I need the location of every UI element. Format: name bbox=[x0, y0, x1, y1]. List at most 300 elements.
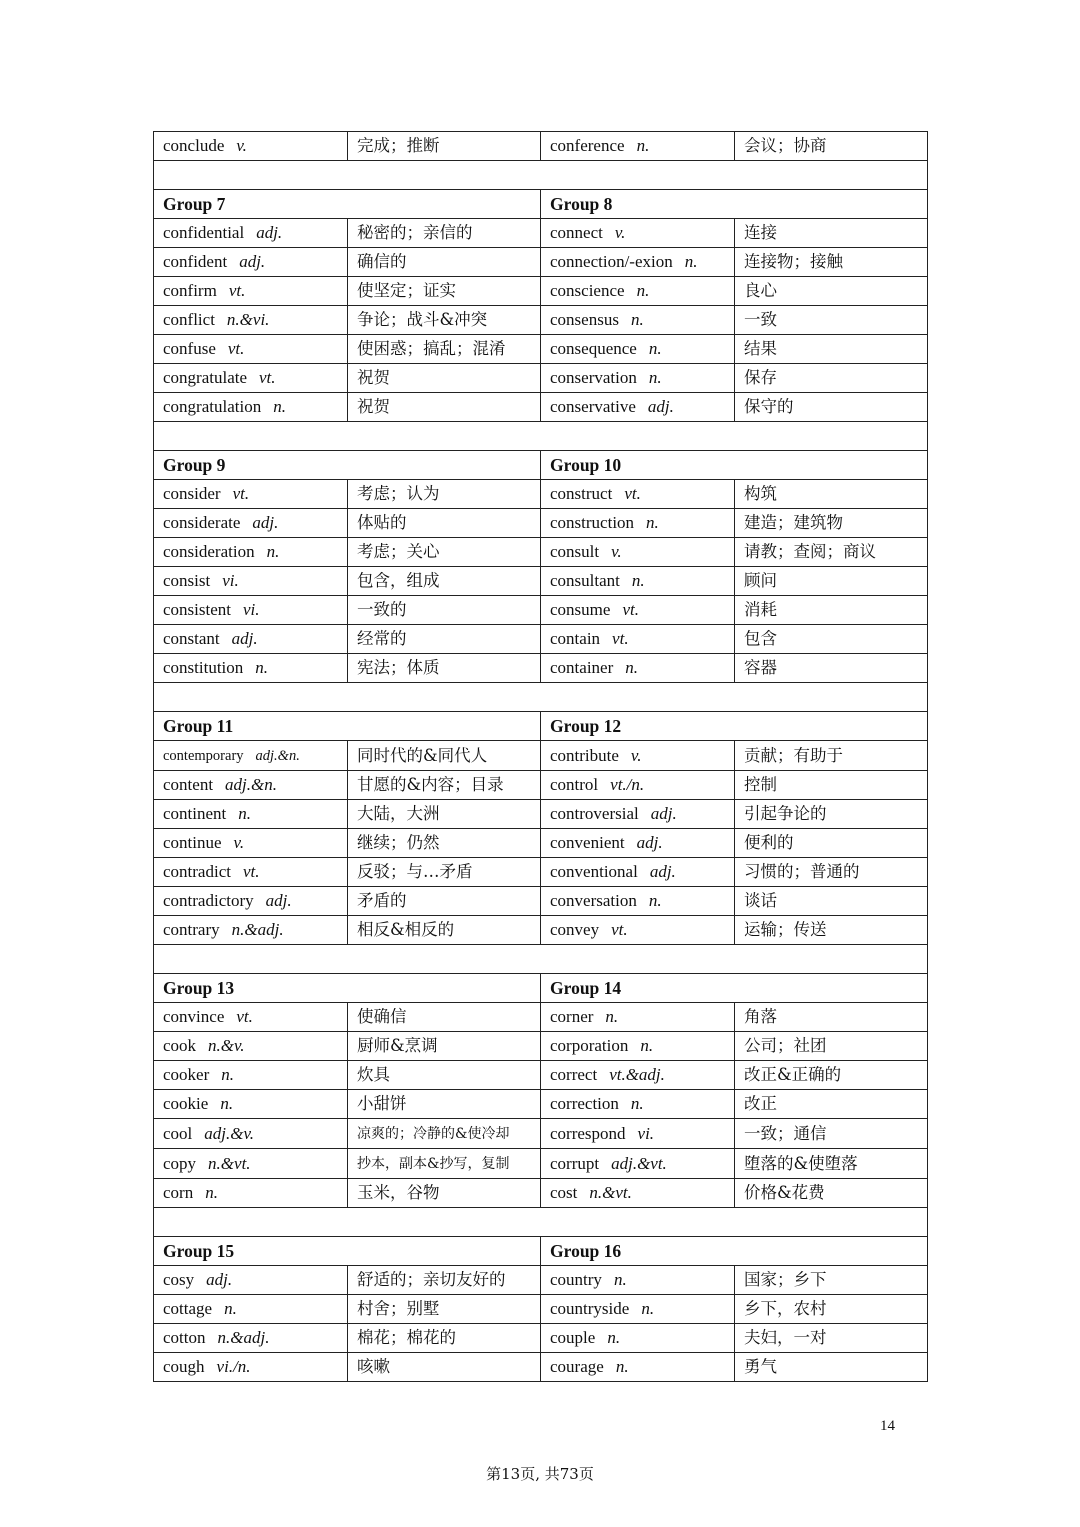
word-cell bbox=[541, 567, 735, 596]
table-row bbox=[154, 1119, 928, 1149]
vocabulary-table bbox=[153, 131, 928, 1382]
word-cell bbox=[154, 1149, 348, 1179]
meaning: 小甜饼 bbox=[357, 1094, 407, 1113]
word: connection/-exion bbox=[550, 252, 673, 271]
meaning-cell bbox=[348, 771, 541, 800]
part-of-speech: vt. bbox=[242, 862, 260, 881]
meaning: 确信的 bbox=[357, 252, 407, 271]
word: contrary bbox=[163, 920, 220, 939]
word: control bbox=[550, 775, 599, 794]
meaning-cell bbox=[735, 829, 928, 858]
word-cell bbox=[154, 741, 348, 771]
group-header-row bbox=[154, 190, 928, 219]
meaning: 咳嗽 bbox=[357, 1357, 390, 1376]
meaning: 考虑；认为 bbox=[357, 484, 440, 503]
meaning-cell bbox=[348, 364, 541, 393]
meaning-cell bbox=[348, 1149, 541, 1179]
meaning: 运输；传送 bbox=[744, 920, 827, 939]
word: countryside bbox=[550, 1299, 630, 1318]
word-cell bbox=[541, 306, 735, 335]
meaning: 祝贺 bbox=[357, 368, 390, 387]
word: cough bbox=[163, 1357, 205, 1376]
meaning-cell bbox=[735, 858, 928, 887]
group-header-row bbox=[154, 1237, 928, 1266]
part-of-speech: n. bbox=[255, 658, 269, 677]
table-row bbox=[154, 480, 928, 509]
word: consultant bbox=[550, 571, 620, 590]
meaning-cell bbox=[735, 1179, 928, 1208]
meaning-cell bbox=[735, 393, 928, 422]
part-of-speech: n. bbox=[648, 891, 662, 910]
word-cell bbox=[154, 306, 348, 335]
table-row bbox=[154, 306, 928, 335]
word-cell bbox=[541, 132, 735, 161]
word-cell bbox=[541, 771, 735, 800]
meaning-cell bbox=[735, 654, 928, 683]
group-header-row bbox=[154, 712, 928, 741]
word: correction bbox=[550, 1094, 619, 1113]
meaning-cell bbox=[735, 335, 928, 364]
table-row bbox=[154, 1090, 928, 1119]
word: corrupt bbox=[550, 1153, 600, 1173]
meaning: 完成；推断 bbox=[357, 136, 440, 155]
spacer-cell bbox=[154, 683, 928, 712]
meaning: 会议；协商 bbox=[744, 136, 827, 155]
meaning: 改正&正确的 bbox=[744, 1065, 842, 1084]
group-title: Group 16 bbox=[541, 1237, 928, 1266]
meaning-cell bbox=[348, 335, 541, 364]
meaning: 顾问 bbox=[744, 571, 777, 590]
meaning-cell bbox=[348, 800, 541, 829]
word-cell bbox=[154, 771, 348, 800]
word-cell bbox=[541, 654, 735, 683]
meaning: 结果 bbox=[744, 339, 777, 358]
word-cell bbox=[154, 1090, 348, 1119]
meaning-cell bbox=[735, 771, 928, 800]
meaning: 控制 bbox=[744, 775, 777, 794]
meaning: 大陆，大洲 bbox=[357, 804, 440, 823]
meaning-cell bbox=[348, 480, 541, 509]
meaning-cell bbox=[348, 1295, 541, 1324]
spacer-cell bbox=[154, 1208, 928, 1237]
meaning: 反驳；与…矛盾 bbox=[357, 862, 473, 881]
meaning-cell bbox=[348, 219, 541, 248]
word-cell bbox=[541, 887, 735, 916]
word: cottage bbox=[163, 1299, 213, 1318]
word-cell bbox=[541, 1324, 735, 1353]
word: copy bbox=[163, 1153, 197, 1173]
word: conservation bbox=[550, 368, 637, 387]
meaning: 体贴的 bbox=[357, 513, 407, 532]
meaning: 同时代的&同代人 bbox=[357, 745, 488, 765]
part-of-speech: adj. bbox=[636, 833, 663, 852]
meaning: 使坚定；证实 bbox=[357, 281, 456, 300]
meaning: 连接 bbox=[744, 223, 777, 242]
part-of-speech: vt. bbox=[227, 339, 245, 358]
part-of-speech: n. bbox=[625, 658, 638, 677]
word: convince bbox=[163, 1007, 225, 1026]
word: content bbox=[163, 775, 214, 794]
meaning-cell bbox=[735, 1032, 928, 1061]
part-of-speech: adj. bbox=[231, 629, 258, 648]
word-cell bbox=[541, 1119, 735, 1149]
word-cell bbox=[541, 277, 735, 306]
word: constitution bbox=[163, 658, 244, 677]
meaning: 保守的 bbox=[744, 397, 794, 416]
meaning: 矛盾的 bbox=[357, 891, 407, 910]
part-of-speech: n.&vi. bbox=[226, 310, 270, 329]
part-of-speech: n. bbox=[636, 281, 650, 300]
meaning: 习惯的；普通的 bbox=[744, 862, 860, 881]
word-cell bbox=[541, 596, 735, 625]
meaning-cell bbox=[735, 625, 928, 654]
meaning-cell bbox=[735, 741, 928, 771]
meaning-cell bbox=[348, 1119, 541, 1149]
meaning: 祝贺 bbox=[357, 397, 390, 416]
meaning-cell bbox=[735, 916, 928, 945]
part-of-speech: adj.&n. bbox=[225, 775, 277, 794]
word: confidential bbox=[163, 223, 245, 242]
meaning-cell bbox=[348, 916, 541, 945]
table-row bbox=[154, 1266, 928, 1295]
table-row bbox=[154, 1149, 928, 1179]
word: conventional bbox=[550, 862, 638, 881]
word-cell bbox=[154, 567, 348, 596]
word-cell bbox=[541, 1149, 735, 1179]
spacer-row bbox=[154, 1208, 928, 1237]
meaning: 夫妇，一对 bbox=[744, 1328, 827, 1347]
part-of-speech: vi. bbox=[637, 1123, 655, 1143]
word-cell bbox=[541, 829, 735, 858]
meaning: 相反&相反的 bbox=[357, 920, 455, 939]
word: cookie bbox=[163, 1094, 209, 1113]
word-cell bbox=[154, 596, 348, 625]
meaning-cell bbox=[735, 132, 928, 161]
word: cook bbox=[163, 1036, 197, 1055]
word: constant bbox=[163, 629, 220, 648]
word-cell bbox=[541, 1090, 735, 1119]
meaning: 请教；查阅；商议 bbox=[744, 542, 876, 561]
word: contemporary bbox=[163, 748, 244, 764]
meaning: 棉花；棉花的 bbox=[357, 1328, 456, 1347]
part-of-speech: v. bbox=[614, 223, 626, 242]
meaning-cell bbox=[348, 393, 541, 422]
word: construct bbox=[550, 484, 613, 503]
part-of-speech: n. bbox=[648, 368, 662, 387]
meaning: 建造；建筑物 bbox=[744, 513, 843, 532]
group-title: Group 11 bbox=[154, 712, 541, 741]
part-of-speech: vt./n. bbox=[610, 775, 645, 794]
meaning-cell bbox=[735, 480, 928, 509]
word: connect bbox=[550, 223, 603, 242]
meaning-cell bbox=[348, 654, 541, 683]
meaning-cell bbox=[348, 132, 541, 161]
word-cell bbox=[541, 1295, 735, 1324]
meaning-cell bbox=[735, 219, 928, 248]
page-number: 14 bbox=[880, 1418, 895, 1434]
meaning-cell bbox=[348, 248, 541, 277]
meaning: 连接物；接触 bbox=[744, 252, 843, 271]
spacer-row bbox=[154, 945, 928, 974]
word: congratulation bbox=[163, 397, 262, 416]
meaning: 便利的 bbox=[744, 833, 794, 852]
meaning: 容器 bbox=[744, 658, 777, 677]
word: congratulate bbox=[163, 368, 248, 387]
word: contradictory bbox=[163, 891, 254, 910]
word-cell bbox=[541, 625, 735, 654]
word-cell bbox=[154, 1295, 348, 1324]
meaning: 继续；仍然 bbox=[357, 833, 440, 852]
part-of-speech: n. bbox=[640, 1036, 654, 1055]
table-row bbox=[154, 248, 928, 277]
group-title: Group 13 bbox=[154, 974, 541, 1003]
word: conversation bbox=[550, 891, 637, 910]
part-of-speech: adj. bbox=[206, 1270, 233, 1289]
part-of-speech: n. bbox=[238, 804, 252, 823]
meaning-cell bbox=[735, 306, 928, 335]
part-of-speech: adj. bbox=[256, 223, 283, 242]
meaning: 一致 bbox=[744, 310, 777, 329]
table-row bbox=[154, 916, 928, 945]
word: conservative bbox=[550, 397, 636, 416]
table-row bbox=[154, 1179, 928, 1208]
word: corporation bbox=[550, 1036, 629, 1055]
group-header-row bbox=[154, 451, 928, 480]
part-of-speech: vt. bbox=[622, 600, 639, 619]
meaning: 村舍；别墅 bbox=[357, 1299, 440, 1318]
word: consequence bbox=[550, 339, 637, 358]
meaning-cell bbox=[348, 887, 541, 916]
page-footer: 第13页, 共73页 bbox=[486, 1465, 594, 1483]
word-cell bbox=[154, 1119, 348, 1149]
part-of-speech: vt. bbox=[228, 281, 246, 300]
part-of-speech: adj.&v. bbox=[204, 1123, 255, 1143]
meaning: 贡献；有助于 bbox=[744, 745, 843, 765]
part-of-speech: n. bbox=[646, 513, 659, 532]
word-cell bbox=[541, 1353, 735, 1382]
meaning-cell bbox=[348, 1324, 541, 1353]
meaning-cell bbox=[735, 596, 928, 625]
part-of-speech: n. bbox=[273, 397, 286, 416]
meaning-cell bbox=[735, 887, 928, 916]
meaning-cell bbox=[348, 1003, 541, 1032]
word: conference bbox=[550, 136, 625, 155]
word: conclude bbox=[163, 136, 225, 155]
meaning-cell bbox=[735, 567, 928, 596]
word-cell bbox=[154, 509, 348, 538]
meaning-cell bbox=[735, 1119, 928, 1149]
part-of-speech: n. bbox=[205, 1183, 218, 1202]
table-row bbox=[154, 625, 928, 654]
table-row bbox=[154, 800, 928, 829]
word-cell bbox=[154, 916, 348, 945]
word-cell bbox=[541, 1003, 735, 1032]
table-row bbox=[154, 654, 928, 683]
part-of-speech: n. bbox=[605, 1007, 619, 1026]
word: couple bbox=[550, 1328, 596, 1347]
part-of-speech: n. bbox=[684, 252, 698, 271]
spacer-row bbox=[154, 161, 928, 190]
part-of-speech: n. bbox=[641, 1299, 655, 1318]
word-cell bbox=[541, 480, 735, 509]
meaning: 经常的 bbox=[357, 629, 407, 648]
spacer-cell bbox=[154, 945, 928, 974]
table-row bbox=[154, 509, 928, 538]
part-of-speech: vi./n. bbox=[216, 1357, 251, 1376]
part-of-speech: vi. bbox=[222, 571, 239, 590]
part-of-speech: n. bbox=[266, 542, 280, 561]
word: continue bbox=[163, 833, 222, 852]
meaning: 考虑；关心 bbox=[357, 542, 440, 561]
word: cool bbox=[163, 1123, 193, 1143]
word-cell bbox=[154, 1179, 348, 1208]
meaning-cell bbox=[735, 509, 928, 538]
meaning-cell bbox=[348, 1179, 541, 1208]
group-header-row bbox=[154, 974, 928, 1003]
meaning: 引起争论的 bbox=[744, 804, 827, 823]
part-of-speech: adj.&vt. bbox=[611, 1153, 667, 1173]
word: considerate bbox=[163, 513, 241, 532]
meaning-cell bbox=[735, 1090, 928, 1119]
meaning-cell bbox=[348, 858, 541, 887]
meaning: 甘愿的&内容；目录 bbox=[357, 775, 504, 794]
meaning: 抄本，副本&抄写，复制 bbox=[357, 1156, 510, 1172]
word-cell bbox=[154, 538, 348, 567]
word-cell bbox=[541, 1179, 735, 1208]
table-row bbox=[154, 335, 928, 364]
part-of-speech: adj.&n. bbox=[255, 748, 300, 764]
meaning-cell bbox=[348, 538, 541, 567]
meaning-cell bbox=[348, 1032, 541, 1061]
word-cell bbox=[154, 335, 348, 364]
part-of-speech: adj. bbox=[647, 397, 674, 416]
word-cell bbox=[154, 480, 348, 509]
vocabulary-table-body bbox=[154, 132, 928, 1382]
meaning-cell bbox=[735, 277, 928, 306]
word: contribute bbox=[550, 745, 619, 765]
meaning-cell bbox=[348, 509, 541, 538]
word-cell bbox=[541, 1032, 735, 1061]
word: cost bbox=[550, 1183, 578, 1202]
table-row bbox=[154, 364, 928, 393]
table-row bbox=[154, 1003, 928, 1032]
meaning-cell bbox=[735, 1324, 928, 1353]
meaning: 消耗 bbox=[744, 600, 777, 619]
word-cell bbox=[541, 393, 735, 422]
word-cell bbox=[541, 335, 735, 364]
word-cell bbox=[154, 277, 348, 306]
word-cell bbox=[541, 538, 735, 567]
word: convenient bbox=[550, 833, 625, 852]
meaning-cell bbox=[348, 1353, 541, 1382]
word: consider bbox=[163, 484, 221, 503]
meaning: 良心 bbox=[744, 281, 777, 300]
word-cell bbox=[154, 887, 348, 916]
table-row bbox=[154, 596, 928, 625]
word-cell bbox=[154, 1266, 348, 1295]
meaning-cell bbox=[348, 829, 541, 858]
word: conflict bbox=[163, 310, 215, 329]
meaning: 舒适的；亲切友好的 bbox=[357, 1270, 506, 1289]
part-of-speech: vt. bbox=[624, 484, 641, 503]
table-row bbox=[154, 771, 928, 800]
word-cell bbox=[154, 132, 348, 161]
word: correct bbox=[550, 1065, 598, 1084]
word-cell bbox=[154, 1003, 348, 1032]
word-cell bbox=[541, 219, 735, 248]
word: cotton bbox=[163, 1328, 206, 1347]
part-of-speech: vt.&adj. bbox=[609, 1065, 665, 1084]
word: consume bbox=[550, 600, 611, 619]
meaning-cell bbox=[735, 800, 928, 829]
word: correspond bbox=[550, 1123, 626, 1143]
spacer-row bbox=[154, 422, 928, 451]
part-of-speech: n. bbox=[636, 136, 650, 155]
meaning: 公司；社团 bbox=[744, 1036, 827, 1055]
word-cell bbox=[541, 858, 735, 887]
part-of-speech: vt. bbox=[259, 368, 276, 387]
meaning: 改正 bbox=[744, 1094, 777, 1113]
word-cell bbox=[154, 1061, 348, 1090]
meaning: 乡下，农村 bbox=[744, 1299, 827, 1318]
table-row bbox=[154, 393, 928, 422]
meaning-cell bbox=[348, 596, 541, 625]
word: consistent bbox=[163, 600, 231, 619]
word: country bbox=[550, 1270, 602, 1289]
meaning: 保存 bbox=[744, 368, 777, 387]
table-row bbox=[154, 858, 928, 887]
word: consideration bbox=[163, 542, 255, 561]
word-cell bbox=[154, 625, 348, 654]
meaning: 秘密的；亲信的 bbox=[357, 223, 473, 242]
word-cell bbox=[154, 393, 348, 422]
table-row bbox=[154, 567, 928, 596]
meaning: 炊具 bbox=[357, 1065, 390, 1084]
part-of-speech: n. bbox=[631, 571, 645, 590]
word: confuse bbox=[163, 339, 216, 358]
word: convey bbox=[550, 920, 600, 939]
word-cell bbox=[541, 916, 735, 945]
group-title: Group 12 bbox=[541, 712, 928, 741]
meaning: 一致；通信 bbox=[744, 1123, 827, 1143]
part-of-speech: n. bbox=[630, 1094, 644, 1113]
part-of-speech: n. bbox=[224, 1299, 237, 1318]
part-of-speech: n. bbox=[615, 1357, 629, 1376]
word-cell bbox=[541, 509, 735, 538]
word: consult bbox=[550, 542, 600, 561]
group-title: Group 9 bbox=[154, 451, 541, 480]
word: controversial bbox=[550, 804, 639, 823]
word: corn bbox=[163, 1183, 194, 1202]
meaning: 包含 bbox=[744, 629, 777, 648]
table-row bbox=[154, 1032, 928, 1061]
part-of-speech: v. bbox=[630, 745, 642, 765]
word: confident bbox=[163, 252, 228, 271]
meaning: 一致的 bbox=[357, 600, 407, 619]
meaning: 使困惑；搞乱；混淆 bbox=[357, 339, 506, 358]
word-cell bbox=[541, 800, 735, 829]
meaning: 谈话 bbox=[744, 891, 777, 910]
word: corner bbox=[550, 1007, 594, 1026]
group-title: Group 14 bbox=[541, 974, 928, 1003]
table-row bbox=[154, 132, 928, 161]
meaning-cell bbox=[735, 1003, 928, 1032]
word-cell bbox=[154, 1353, 348, 1382]
meaning: 包含，组成 bbox=[357, 571, 440, 590]
meaning: 厨师&烹调 bbox=[357, 1036, 438, 1055]
part-of-speech: n.&v. bbox=[208, 1036, 245, 1055]
part-of-speech: adj. bbox=[252, 513, 279, 532]
